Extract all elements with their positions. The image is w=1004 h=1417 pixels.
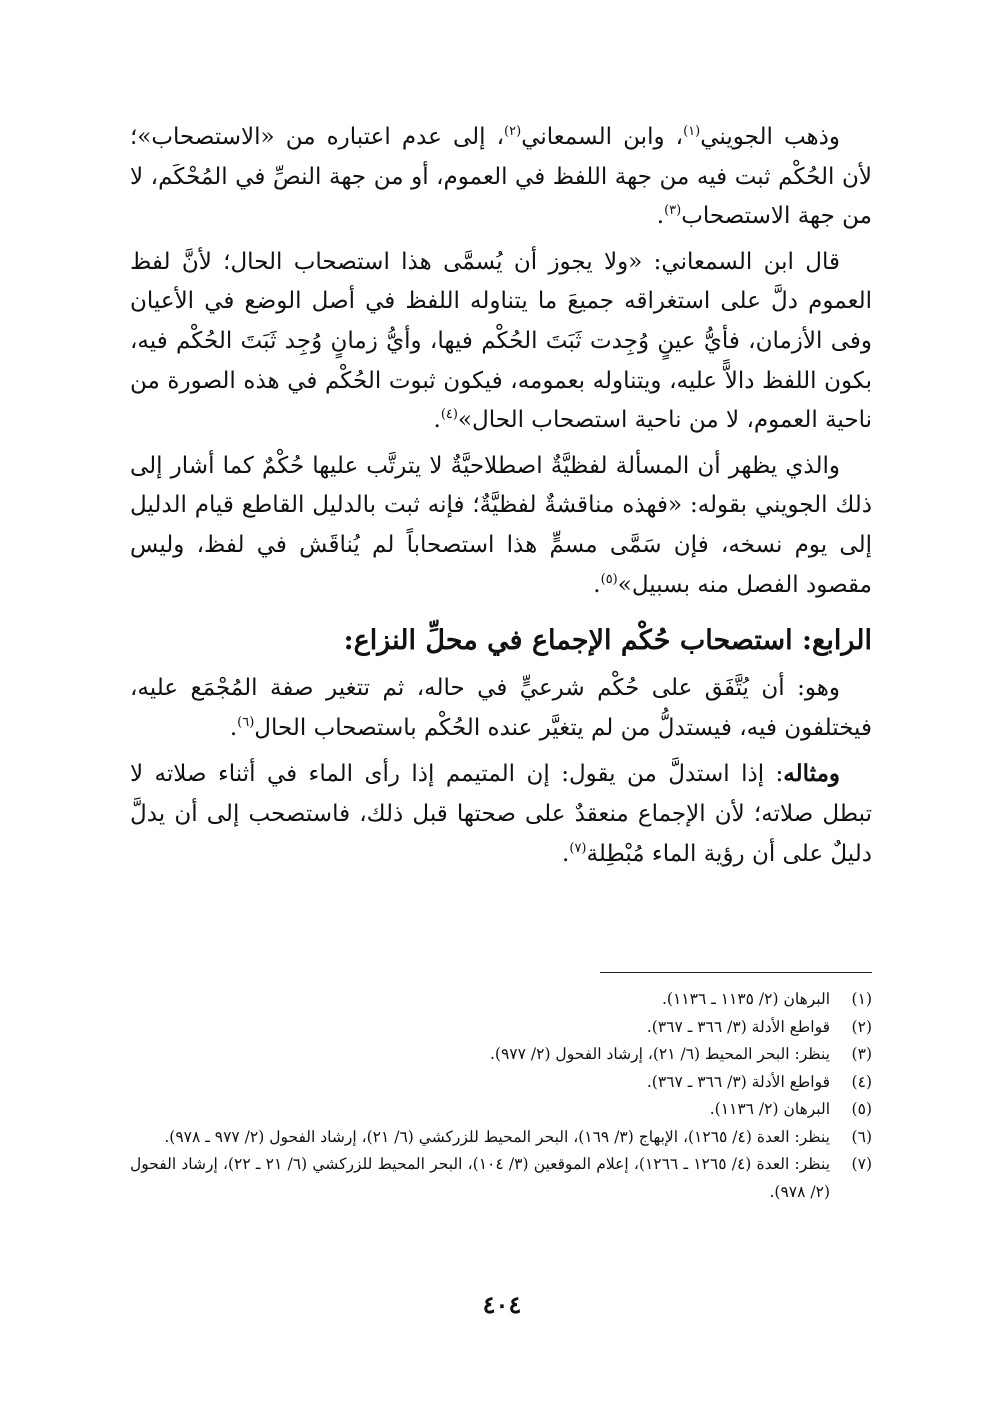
footnote-item: [130, 1151, 872, 1206]
footnote-item: [130, 986, 872, 1014]
footnote-text: ينظر: العدة (٤/ ١٢٦٥ ـ ١٢٦٦)، إعلام الموقعين (٣/ ١٠٤)، البحر المحيط للزركشي (٦/ ٢١ ـ ٢٢)، إرشاد الفحول (٢/ ٩٧٨).: [130, 1155, 831, 1201]
paragraph-2: [130, 243, 872, 441]
footnote-ref[interactable]: (٤): [440, 407, 458, 423]
footnote-ref[interactable]: (٣): [664, 203, 682, 219]
paragraph-text: .: [656, 203, 665, 230]
paragraph-text: .: [562, 840, 570, 867]
footnote-ref[interactable]: (٦): [237, 714, 255, 730]
paragraph-text: وذهب الجويني: [700, 124, 841, 150]
paragraph-5: [130, 754, 872, 874]
footnote-text: البرهان (٢/ ١١٣٥ ـ ١١٣٦).: [661, 990, 830, 1008]
page-body: [130, 118, 872, 880]
footnote-item: [130, 1014, 872, 1042]
footnote-text: قواطع الأدلة (٣/ ٣٦٦ ـ ٣٦٧).: [646, 1072, 830, 1091]
paragraph-text: .: [433, 407, 441, 434]
footnote-ref[interactable]: (٥): [600, 571, 618, 587]
footnote-number: (٢): [851, 1017, 872, 1036]
paragraph-1: [130, 118, 872, 237]
paragraph-text: وهو: أن يُتَّفَق على حُكْم شرعيٍّ في حاله، ثم تتغير صفة المُجْمَع عليه، فيختلفون فيه، فيستدلُّ من لم يتغيَّر عنده الحُكْم باستصحاب الحال: [130, 675, 872, 741]
paragraph-text: قال ابن السمعاني: «ولا يجوز أن يُسمَّى هذا استصحاب الحال؛ لأنَّ لفظ العموم دلَّ على استغراقه جميعَ ما يتناوله اللفظ في أصل الوضع في الأعيان وفى الأزمان، فأيُّ عينٍ وُجِدت ثَبَتَ الحُكْم فيها، وأيُّ زمانٍ وُجِد ثَبَتَ الحُكْم فيه، بكون اللفظ دالاًّ عليه، ويتناوله بعمومه، فيكون ثبوت الحُكْم في هذه الصورة من ناحية العموم، لا من ناحية استصحاب الحال»: [130, 248, 872, 434]
paragraph-text: ، إلى عدم اعتباره من «الاستصحاب»؛ لأن الحُكْم ثبت فيه من جهة اللفظ في العموم، أو من جهة النصِّ في المُحْكَم، لا من جهة الاستصحاب: [130, 124, 872, 230]
footnote-number: (٧): [851, 1155, 872, 1173]
footnote-text: ينظر: العدة (٤/ ١٢٦٥)، الإبهاج (٣/ ١٦٩)، البحر المحيط للزركشي (٦/ ٢١)، إرشاد الفحول (٢/ ٩٧٧ ـ ٩٧٨).: [164, 1127, 830, 1146]
footnote-item: [130, 1124, 872, 1152]
footnote-number: (٥): [851, 1100, 872, 1118]
footnote-item: [130, 1041, 872, 1069]
footnote-number: (٦): [851, 1127, 872, 1146]
footnote-number: (٣): [851, 1045, 872, 1063]
footnotes: [130, 986, 872, 1206]
footnote-ref[interactable]: (٧): [569, 840, 587, 856]
footnote-text: ينظر: البحر المحيط (٦/ ٢١)، إرشاد الفحول (٢/ ٩٧٧).: [490, 1045, 830, 1063]
footnote-ref[interactable]: (١): [683, 124, 701, 139]
paragraph-4: [130, 669, 872, 748]
paragraph-3: [130, 447, 872, 605]
footnote-separator-line: [600, 972, 872, 973]
paragraph-text: .: [229, 714, 238, 741]
footnote-text: قواطع الأدلة (٣/ ٣٦٦ ـ ٣٦٧).: [646, 1017, 830, 1036]
footnote-ref[interactable]: (٢): [504, 124, 522, 139]
paragraph-text: والذي يظهر أن المسألة لفظيَّةٌ اصطلاحيَّةٌ لا يترتَّب عليها حُكْمٌ كما أشار إلى ذلك الجويني بقوله: «فهذه مناقشةٌ لفظيَّةٌ؛ فإنه ثبت بالدليل القاطع قيام الدليل إلى يوم نسخه، فإن سَمَّى مسمٍّ هذا استصحاباً لم يُناقَش في لفظ، وليس مقصود الفصل منه بسبيل»: [130, 452, 872, 598]
paragraph-text: .: [593, 571, 601, 598]
paragraph-lead-word: ومثاله: [783, 760, 840, 788]
paragraph-text: : إذا استدلَّ من يقول: إن المتيمم إذا رأى الماء في أثناء صلاته لا تبطل صلاته؛ لأن الإجماع منعقدٌ على صحتها قبل ذلك، فاستصحب إلى أن يدلَّ دليلٌ على أن رؤية الماء مُبْطِلة: [130, 761, 872, 867]
footnote-item: [130, 1096, 872, 1124]
section-heading: الرابع: استصحاب حُكْم الإجماع في محلِّ النزاع:: [343, 625, 872, 657]
footnote-number: (٤): [851, 1072, 872, 1091]
footnote-number: (١): [851, 990, 872, 1008]
footnote-item: [130, 1069, 872, 1097]
footnote-text: البرهان (٢/ ١١٣٦).: [709, 1100, 830, 1118]
paragraph-text: ، وابن السمعاني: [521, 124, 684, 150]
page-number: ٤٠٤: [482, 1290, 522, 1319]
footnote-separator: [600, 972, 872, 973]
